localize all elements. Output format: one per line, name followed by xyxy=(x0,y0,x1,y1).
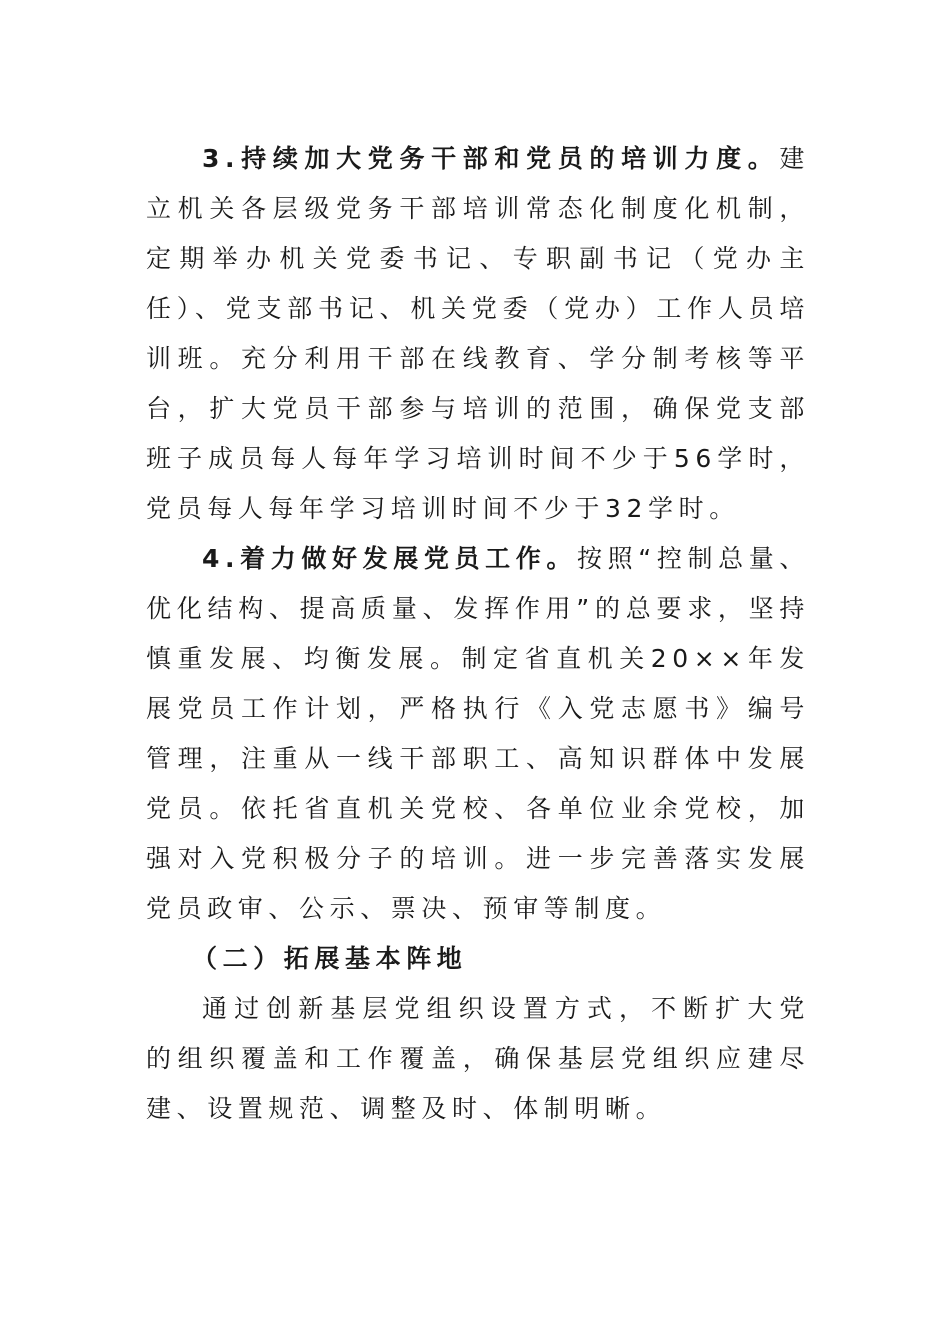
document-page xyxy=(146,134,810,1134)
paragraph-item-4-body: 按照“控制总量、优化结构、提高质量、发挥作用”的总要求，坚持慎重发展、均衡发展。制定省直机关20××年发展党员工作计划，严格执行《入党志愿书》编号管理，注重从一线干部职工、高知识群体中发展党员。依托省直机关党校、各单位业余党校，加强对入党积极分子的培训。进一步完善落实发展党员政审、公示、票决、预审等制度。 xyxy=(146,544,810,923)
paragraph-item-3 xyxy=(146,134,810,534)
paragraph-section-2: 通过创新基层党组织设置方式，不断扩大党的组织覆盖和工作覆盖，确保基层党组织应建尽建、设置规范、调整及时、体制明晰。 xyxy=(146,994,810,1123)
paragraph-item-4-lead: 4.着力做好发展党员工作。 xyxy=(202,544,578,573)
paragraph-item-3-body: 建立机关各层级党务干部培训常态化制度化机制，定期举办机关党委书记、专职副书记（党办主任）、党支部书记、机关党委（党办）工作人员培训班。充分利用干部在线教育、学分制考核等平台，扩大党员干部参与培训的范围，确保党支部班子成员每人每年学习培训时间不少于56学时，党员每人每年学习培训时间不少于32学时。 xyxy=(146,144,810,523)
section-heading: （二）拓展基本阵地 xyxy=(192,944,468,973)
paragraph-item-4 xyxy=(146,534,810,934)
paragraph-item-3-lead: 3.持续加大党务干部和党员的培训力度。 xyxy=(202,144,780,173)
